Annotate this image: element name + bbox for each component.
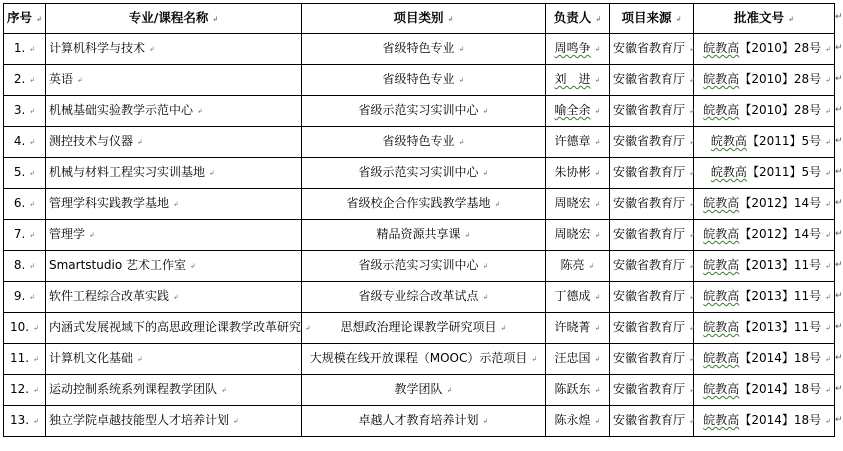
cell-end-mark: ↲ [689, 386, 695, 394]
cell-person-text: 汪忠国 [554, 351, 591, 365]
cell-end-mark: ↲ [29, 262, 36, 270]
cell-no-text: 13 [10, 413, 26, 427]
cell-type-text: 省级示范实习实训中心 [358, 165, 479, 179]
cell-end-mark: ↲ [594, 417, 601, 425]
cell-person [546, 65, 610, 96]
cell-end-mark: ↲ [173, 200, 179, 208]
cell-type [302, 127, 546, 158]
row-end-mark: ↵ [835, 353, 843, 363]
header-person: 负责人 ↲ [546, 4, 610, 34]
cell-person [546, 313, 610, 344]
cell-doc [694, 34, 835, 65]
table-row [4, 406, 835, 437]
cell-type [302, 313, 546, 344]
cell-name-text: 运动控制系统系列课程教学团队 [49, 382, 218, 396]
cell-name-text: 测控技术与仪器 [49, 134, 134, 148]
cell-no-text: 7 [13, 227, 22, 241]
cell-name [46, 220, 302, 251]
cell-source [610, 158, 694, 189]
cell-type [302, 34, 546, 65]
cell-doc [694, 313, 835, 344]
doc-prefix: 皖教高 [703, 41, 740, 55]
cell-end-mark: ↲ [825, 262, 831, 270]
cell-end-mark: ↲ [33, 386, 39, 394]
doc-prefix: 皖教高 [703, 413, 740, 427]
cell-end-mark: ↲ [482, 262, 489, 270]
cell-end-mark: ↲ [500, 324, 507, 332]
row-end-mark: ↵ [835, 74, 843, 84]
cell-name-text: 独立学院卓越技能型人才培养计划 [49, 413, 230, 427]
cell-end-mark: ↲ [594, 355, 601, 363]
table-row [4, 282, 835, 313]
doc-number: 【2013】11号 [739, 258, 822, 272]
cell-person [546, 344, 610, 375]
cell-end-mark: ↲ [689, 293, 695, 301]
doc-prefix: 皖教高 [703, 227, 740, 241]
cell-person-text: 刘 进 [554, 72, 591, 86]
cell-end-mark: ↲ [825, 107, 831, 115]
cell-no-text: 2 [13, 72, 22, 86]
cell-end-mark: ↲ [594, 76, 601, 84]
cell-end-mark: ↲ [446, 386, 453, 394]
cell-type-text: 省级示范实习实训中心 [358, 258, 479, 272]
cell-no-text: 9 [13, 289, 22, 303]
cell-type-text: 精品资源共享课 [376, 227, 461, 241]
table-row [4, 344, 835, 375]
cell-name-text: 管理学 [49, 227, 86, 241]
cell-end-mark: ↲ [825, 417, 831, 425]
cell-name [46, 375, 302, 406]
cell-end-mark: ↲ [173, 293, 179, 301]
cell-end-mark: ↲ [825, 200, 831, 208]
cell-end-mark: ↲ [482, 293, 489, 301]
cell-source [610, 65, 694, 96]
cell-doc [694, 189, 835, 220]
cell-end-mark: ↲ [595, 15, 602, 23]
cell-name [46, 189, 302, 220]
cell-doc [694, 375, 835, 406]
doc-number: 【2012】14号 [739, 196, 822, 210]
cell-type-text: 卓越人才教育培养计划 [358, 413, 479, 427]
cell-name-text: 计算机文化基础 [49, 351, 134, 365]
row-end-mark: ↵ [835, 105, 843, 115]
cell-source-text: 安徽省教育厅 [613, 165, 686, 179]
cell-end-mark: ↲ [29, 200, 36, 208]
doc-prefix: 皖教高 [710, 134, 747, 148]
table-row [4, 313, 835, 344]
cell-end-mark: ↲ [594, 231, 601, 239]
cell-type-text: 省级特色专业 [382, 41, 455, 55]
cell-source-text: 安徽省教育厅 [613, 382, 686, 396]
cell-end-mark: ↲ [689, 355, 695, 363]
cell-person [546, 375, 610, 406]
cell-end-mark: ↲ [29, 45, 36, 53]
doc-prefix: 皖教高 [703, 289, 740, 303]
table-row [4, 220, 835, 251]
cell-end-mark: ↲ [689, 45, 695, 53]
cell-name-text: 英语 [49, 72, 74, 86]
cell-end-mark: ↲ [689, 200, 695, 208]
header-no: 序号 ↲ [4, 4, 46, 34]
cell-name [46, 127, 302, 158]
cell-no: 4. ↲ [4, 127, 46, 158]
cell-end-mark: ↲ [788, 15, 794, 23]
cell-source [610, 96, 694, 127]
doc-number: 【2014】18号 [739, 382, 822, 396]
row-end-mark: ↵ [835, 415, 843, 425]
cell-end-mark: ↲ [233, 417, 239, 425]
cell-end-mark: ↲ [594, 324, 601, 332]
cell-doc [694, 127, 835, 158]
cell-source-text: 安徽省教育厅 [613, 72, 686, 86]
cell-person-text: 朱协彬 [554, 165, 591, 179]
cell-source [610, 313, 694, 344]
cell-no: 3. ↲ [4, 96, 46, 127]
cell-type [302, 375, 546, 406]
cell-no: 1. ↲ [4, 34, 46, 65]
doc-number: 【2012】14号 [739, 227, 822, 241]
cell-type-text: 省级特色专业 [382, 72, 455, 86]
cell-end-mark: ↲ [689, 324, 695, 332]
cell-end-mark: ↲ [825, 169, 831, 177]
doc-number: 【2013】11号 [739, 320, 822, 334]
cell-type [302, 65, 546, 96]
cell-end-mark: ↲ [29, 107, 36, 115]
cell-no-text: 5 [13, 165, 22, 179]
cell-type [302, 158, 546, 189]
cell-source-text: 安徽省教育厅 [613, 413, 686, 427]
cell-type [302, 251, 546, 282]
cell-name-text: Smartstudio 艺术工作室 [49, 258, 186, 272]
cell-end-mark: ↲ [482, 107, 489, 115]
cell-source-text: 安徽省教育厅 [613, 351, 686, 365]
cell-no-text: 1 [13, 41, 22, 55]
cell-name [46, 251, 302, 282]
cell-source [610, 34, 694, 65]
row-end-mark: ↵ [835, 260, 843, 270]
cell-end-mark: ↲ [494, 200, 501, 208]
cell-type [302, 96, 546, 127]
doc-number: 【2011】5号 [746, 165, 822, 179]
cell-source-text: 安徽省教育厅 [613, 134, 686, 148]
cell-end-mark: ↲ [689, 417, 695, 425]
doc-prefix: 皖教高 [703, 103, 740, 117]
cell-end-mark: ↲ [221, 386, 227, 394]
doc-prefix: 皖教高 [703, 320, 740, 334]
cell-doc [694, 344, 835, 375]
row-end-mark: ↵ [835, 384, 843, 394]
cell-source [610, 251, 694, 282]
doc-prefix: 皖教高 [703, 196, 740, 210]
cell-end-mark: ↲ [689, 138, 695, 146]
row-end-mark: ↵ [835, 167, 843, 177]
cell-end-mark: ↲ [33, 355, 39, 363]
cell-source-text: 安徽省教育厅 [613, 258, 686, 272]
cell-no-text: 3 [13, 103, 22, 117]
row-end-mark: ↵ [835, 229, 843, 239]
doc-number: 【2014】18号 [739, 413, 822, 427]
cell-name-text: 软件工程综合改革实践 [49, 289, 170, 303]
cell-end-mark: ↲ [825, 355, 831, 363]
cell-person-text: 周鸣争 [554, 41, 591, 55]
doc-number: 【2010】28号 [739, 41, 822, 55]
header-row [4, 4, 835, 34]
cell-type-text: 省级示范实习实训中心 [358, 103, 479, 117]
cell-no: 5. ↲ [4, 158, 46, 189]
cell-no: 9. ↲ [4, 282, 46, 313]
cell-type [302, 189, 546, 220]
cell-source [610, 344, 694, 375]
cell-person-text: 陈亮 [560, 258, 585, 272]
cell-name-text: 机械基础实验教学示范中心 [49, 103, 194, 117]
cell-person [546, 34, 610, 65]
cell-person-text: 丁德成 [554, 289, 591, 303]
cell-person [546, 127, 610, 158]
cell-name [46, 34, 302, 65]
cell-name [46, 282, 302, 313]
cell-type-text: 省级特色专业 [382, 134, 455, 148]
cell-no: 10. ↲ [4, 313, 46, 344]
cell-end-mark: ↲ [89, 231, 95, 239]
row-end-mark: ↵ [835, 12, 843, 22]
cell-source-text: 安徽省教育厅 [613, 41, 686, 55]
cell-end-mark: ↲ [29, 169, 36, 177]
cell-end-mark: ↲ [594, 386, 601, 394]
project-table [3, 3, 835, 437]
cell-person [546, 220, 610, 251]
row-end-mark: ↵ [835, 291, 843, 301]
cell-end-mark: ↲ [594, 138, 601, 146]
row-end-mark: ↵ [835, 198, 843, 208]
cell-person [546, 282, 610, 313]
cell-end-mark: ↲ [29, 138, 36, 146]
cell-end-mark: ↲ [29, 231, 36, 239]
doc-number: 【2011】5号 [746, 134, 822, 148]
cell-no-text: 4 [13, 134, 22, 148]
cell-end-mark: ↲ [825, 231, 831, 239]
cell-source [610, 189, 694, 220]
cell-name [46, 158, 302, 189]
doc-prefix: 皖教高 [703, 72, 740, 86]
cell-end-mark: ↲ [29, 293, 36, 301]
cell-end-mark: ↲ [588, 262, 595, 270]
doc-number: 【2010】28号 [739, 103, 822, 117]
cell-type [302, 220, 546, 251]
cell-type [302, 406, 546, 437]
cell-end-mark: ↲ [825, 324, 831, 332]
cell-source-text: 安徽省教育厅 [613, 103, 686, 117]
cell-no-text: 11 [10, 351, 26, 365]
cell-end-mark: ↲ [689, 262, 695, 270]
cell-end-mark: ↲ [689, 76, 695, 84]
cell-doc [694, 65, 835, 96]
cell-name [46, 96, 302, 127]
cell-end-mark: ↲ [77, 76, 83, 84]
cell-person-text: 许晓菁 [554, 320, 591, 334]
cell-type-text: 省级专业综合改革试点 [358, 289, 479, 303]
doc-number: 【2013】11号 [739, 289, 822, 303]
cell-source [610, 375, 694, 406]
doc-prefix: 皖教高 [703, 382, 740, 396]
table-row [4, 251, 835, 282]
cell-end-mark: ↲ [482, 417, 489, 425]
cell-end-mark: ↲ [825, 138, 831, 146]
cell-type-text: 教学团队 [394, 382, 443, 396]
table-row [4, 34, 835, 65]
doc-number: 【2010】28号 [739, 72, 822, 86]
cell-person-text: 喻全余 [554, 103, 591, 117]
cell-end-mark: ↲ [137, 355, 143, 363]
cell-person-text: 陈永煌 [554, 413, 591, 427]
doc-prefix: 皖教高 [703, 351, 740, 365]
cell-doc [694, 96, 835, 127]
cell-end-mark: ↲ [689, 169, 695, 177]
cell-type-text: 大规模在线开放课程（MOOC）示范项目 [309, 351, 528, 365]
doc-prefix: 皖教高 [710, 165, 747, 179]
row-end-mark: ↵ [835, 136, 843, 146]
cell-person [546, 251, 610, 282]
table-row [4, 127, 835, 158]
cell-end-mark: ↲ [689, 107, 695, 115]
cell-end-mark: ↲ [33, 324, 39, 332]
cell-end-mark: ↲ [825, 45, 831, 53]
doc-prefix: 皖教高 [703, 258, 740, 272]
cell-source-text: 安徽省教育厅 [613, 196, 686, 210]
table-row [4, 158, 835, 189]
cell-type [302, 344, 546, 375]
cell-end-mark: ↲ [458, 45, 465, 53]
cell-source-text: 安徽省教育厅 [613, 227, 686, 241]
cell-no-text: 12 [10, 382, 26, 396]
cell-end-mark: ↲ [689, 231, 695, 239]
cell-person-text: 周晓宏 [554, 227, 591, 241]
header-doc: 批准文号 ↲ [694, 4, 835, 34]
cell-no: 2. ↲ [4, 65, 46, 96]
cell-type [302, 282, 546, 313]
header-name: 专业/课程名称 ↲ [46, 4, 302, 34]
cell-doc [694, 251, 835, 282]
cell-name-text: 管理学科实践教学基地 [49, 196, 170, 210]
cell-end-mark: ↲ [675, 15, 682, 23]
cell-end-mark: ↲ [594, 107, 601, 115]
cell-end-mark: ↲ [197, 107, 203, 115]
cell-name-text: 机械与材料工程实习实训基地 [49, 165, 206, 179]
cell-end-mark: ↲ [36, 15, 42, 23]
cell-end-mark: ↲ [594, 169, 601, 177]
cell-end-mark: ↲ [29, 76, 36, 84]
cell-end-mark: ↲ [594, 45, 601, 53]
cell-name-text: 内涵式发展视域下的高思政理论课教学改革研究 [49, 320, 302, 334]
cell-doc [694, 220, 835, 251]
table-row [4, 375, 835, 406]
cell-end-mark: ↲ [482, 169, 489, 177]
header-source: 项目来源 ↲ [610, 4, 694, 34]
cell-end-mark: ↲ [458, 138, 465, 146]
cell-end-mark: ↲ [825, 293, 831, 301]
cell-end-mark: ↲ [825, 386, 831, 394]
cell-no: 11. ↲ [4, 344, 46, 375]
cell-end-mark: ↲ [149, 45, 155, 53]
cell-end-mark: ↲ [531, 355, 538, 363]
cell-end-mark: ↲ [447, 15, 454, 23]
cell-person [546, 96, 610, 127]
cell-no-text: 8 [13, 258, 22, 272]
cell-end-mark: ↲ [458, 76, 465, 84]
cell-doc [694, 282, 835, 313]
cell-source [610, 127, 694, 158]
cell-doc [694, 158, 835, 189]
cell-person-text: 许德章 [554, 134, 591, 148]
cell-name [46, 406, 302, 437]
cell-name [46, 344, 302, 375]
cell-end-mark: ↲ [594, 200, 601, 208]
cell-person-text: 周晓宏 [554, 196, 591, 210]
cell-name-text: 计算机科学与技术 [49, 41, 146, 55]
cell-no-text: 10 [10, 320, 26, 334]
cell-no: 8. ↲ [4, 251, 46, 282]
cell-name [46, 65, 302, 96]
cell-no: 7. ↲ [4, 220, 46, 251]
cell-end-mark: ↲ [137, 138, 143, 146]
cell-source-text: 安徽省教育厅 [613, 320, 686, 334]
cell-end-mark: ↲ [305, 324, 311, 332]
cell-end-mark: ↲ [189, 262, 196, 270]
table-row [4, 96, 835, 127]
cell-end-mark: ↲ [464, 231, 471, 239]
cell-source [610, 220, 694, 251]
row-end-mark: ↵ [835, 43, 843, 53]
cell-source [610, 282, 694, 313]
cell-end-mark: ↲ [594, 293, 601, 301]
cell-source-text: 安徽省教育厅 [613, 289, 686, 303]
cell-no: 13. ↲ [4, 406, 46, 437]
table-row [4, 189, 835, 220]
cell-person [546, 158, 610, 189]
cell-type-text: 思想政治理论课教学研究项目 [340, 320, 497, 334]
cell-no: 12. ↲ [4, 375, 46, 406]
header-type: 项目类别 ↲ [302, 4, 546, 34]
table-body [4, 34, 835, 437]
cell-no: 6. ↲ [4, 189, 46, 220]
doc-number: 【2014】18号 [739, 351, 822, 365]
table-row [4, 65, 835, 96]
cell-person [546, 189, 610, 220]
cell-end-mark: ↲ [209, 169, 215, 177]
cell-end-mark: ↲ [825, 76, 831, 84]
cell-type-text: 省级校企合作实践教学基地 [346, 196, 491, 210]
row-end-mark: ↵ [835, 322, 843, 332]
cell-end-mark: ↲ [212, 15, 219, 23]
cell-person-text: 陈跃东 [554, 382, 591, 396]
cell-person [546, 406, 610, 437]
cell-no-text: 6 [13, 196, 22, 210]
cell-end-mark: ↲ [33, 417, 39, 425]
cell-doc [694, 406, 835, 437]
cell-name [46, 313, 311, 344]
cell-source [610, 406, 694, 437]
